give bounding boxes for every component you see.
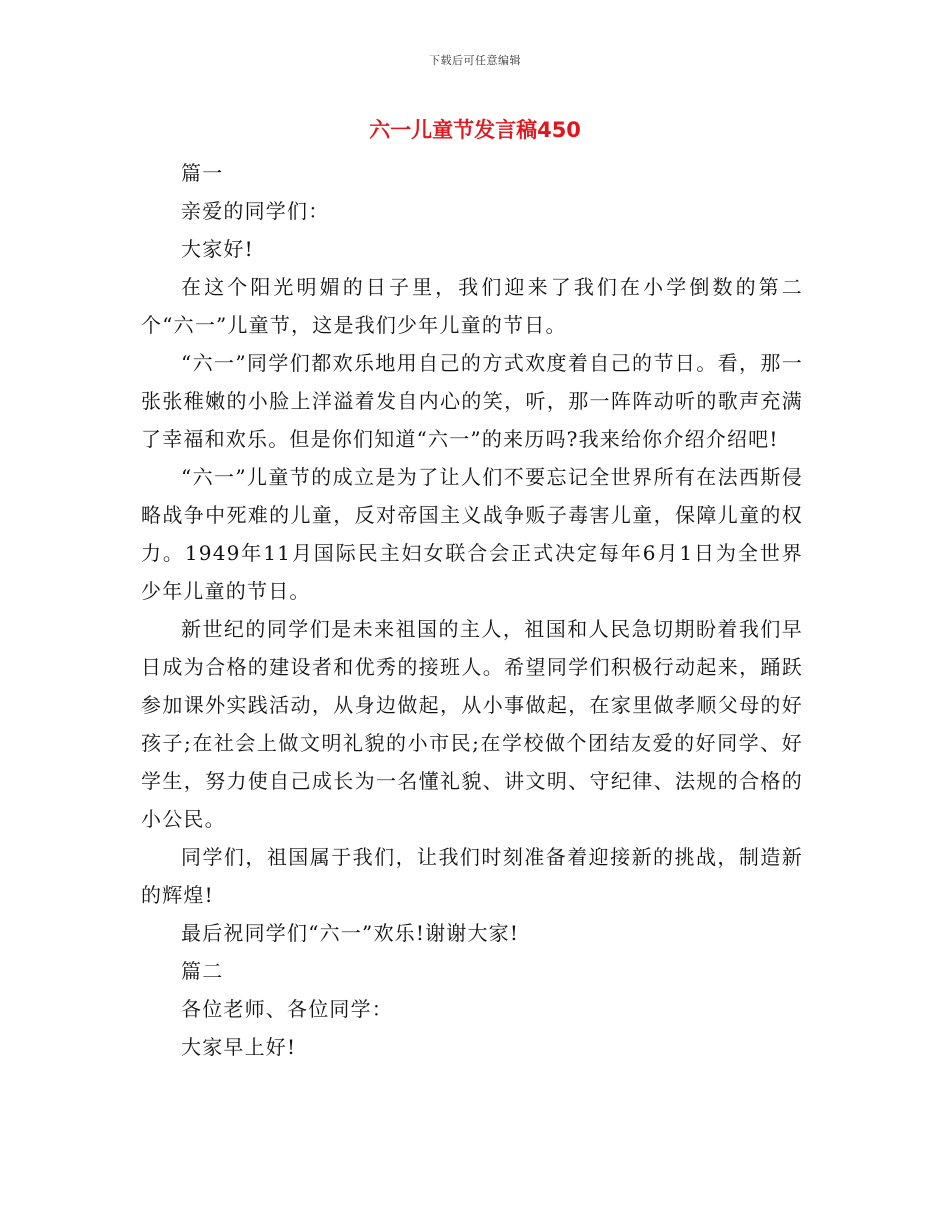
salutation: 各位老师、各位同学：: [181, 997, 393, 1021]
body-paragraph: 同学们，祖国属于我们，让我们时刻准备着迎接新的挑战，制造新的辉煌!: [141, 845, 803, 907]
body-paragraph: “六一”儿童节的成立是为了让人们不要忘记全世界所有在法西斯侵略战争中死难的儿童，反对帝国主义战争贩子毒害儿童，保障儿童的权力。1949年11月国际民主妇女联合会正式决定每年6月1日为全世界少年儿童的节日。: [141, 465, 803, 603]
document-body: [141, 154, 803, 1066]
closing-line: 最后祝同学们“六一”欢乐!谢谢大家!: [181, 921, 520, 945]
page-header: 下载后可任意编辑: [429, 54, 521, 67]
document-title: 六一儿童节发言稿450: [369, 118, 581, 142]
greeting: 大家早上好!: [181, 1035, 297, 1059]
body-paragraph: “六一”同学们都欢乐地用自己的方式欢度着自己的节日。看，那一张张稚嫩的小脸上洋溢着发自内心的笑，听，那一阵阵动听的歌声充满了幸福和欢乐。但是你们知道“六一”的来历吗?我来给你介绍介绍吧!: [141, 351, 803, 451]
body-paragraph: 在这个阳光明媚的日子里，我们迎来了我们在小学倒数的第二个“六一”儿童节，这是我们少年儿童的节日。: [141, 275, 803, 337]
body-paragraph: 新世纪的同学们是未来祖国的主人，祖国和人民急切期盼着我们早日成为合格的建设者和优秀的接班人。希望同学们积极行动起来，踊跃参加课外实践活动，从身边做起，从小事做起，在家里做孝顺父母的好孩子;在社会上做文明礼貌的小市民;在学校做个团结友爱的好同学、好学生，努力使自己成长为一名懂礼貌、讲文明、守纪律、法规的合格的小公民。: [141, 617, 803, 831]
salutation: 亲爱的同学们：: [181, 199, 330, 223]
greeting: 大家好!: [181, 237, 254, 261]
section-heading-1: 篇一: [181, 161, 224, 185]
section-heading-2: 篇二: [181, 959, 224, 983]
